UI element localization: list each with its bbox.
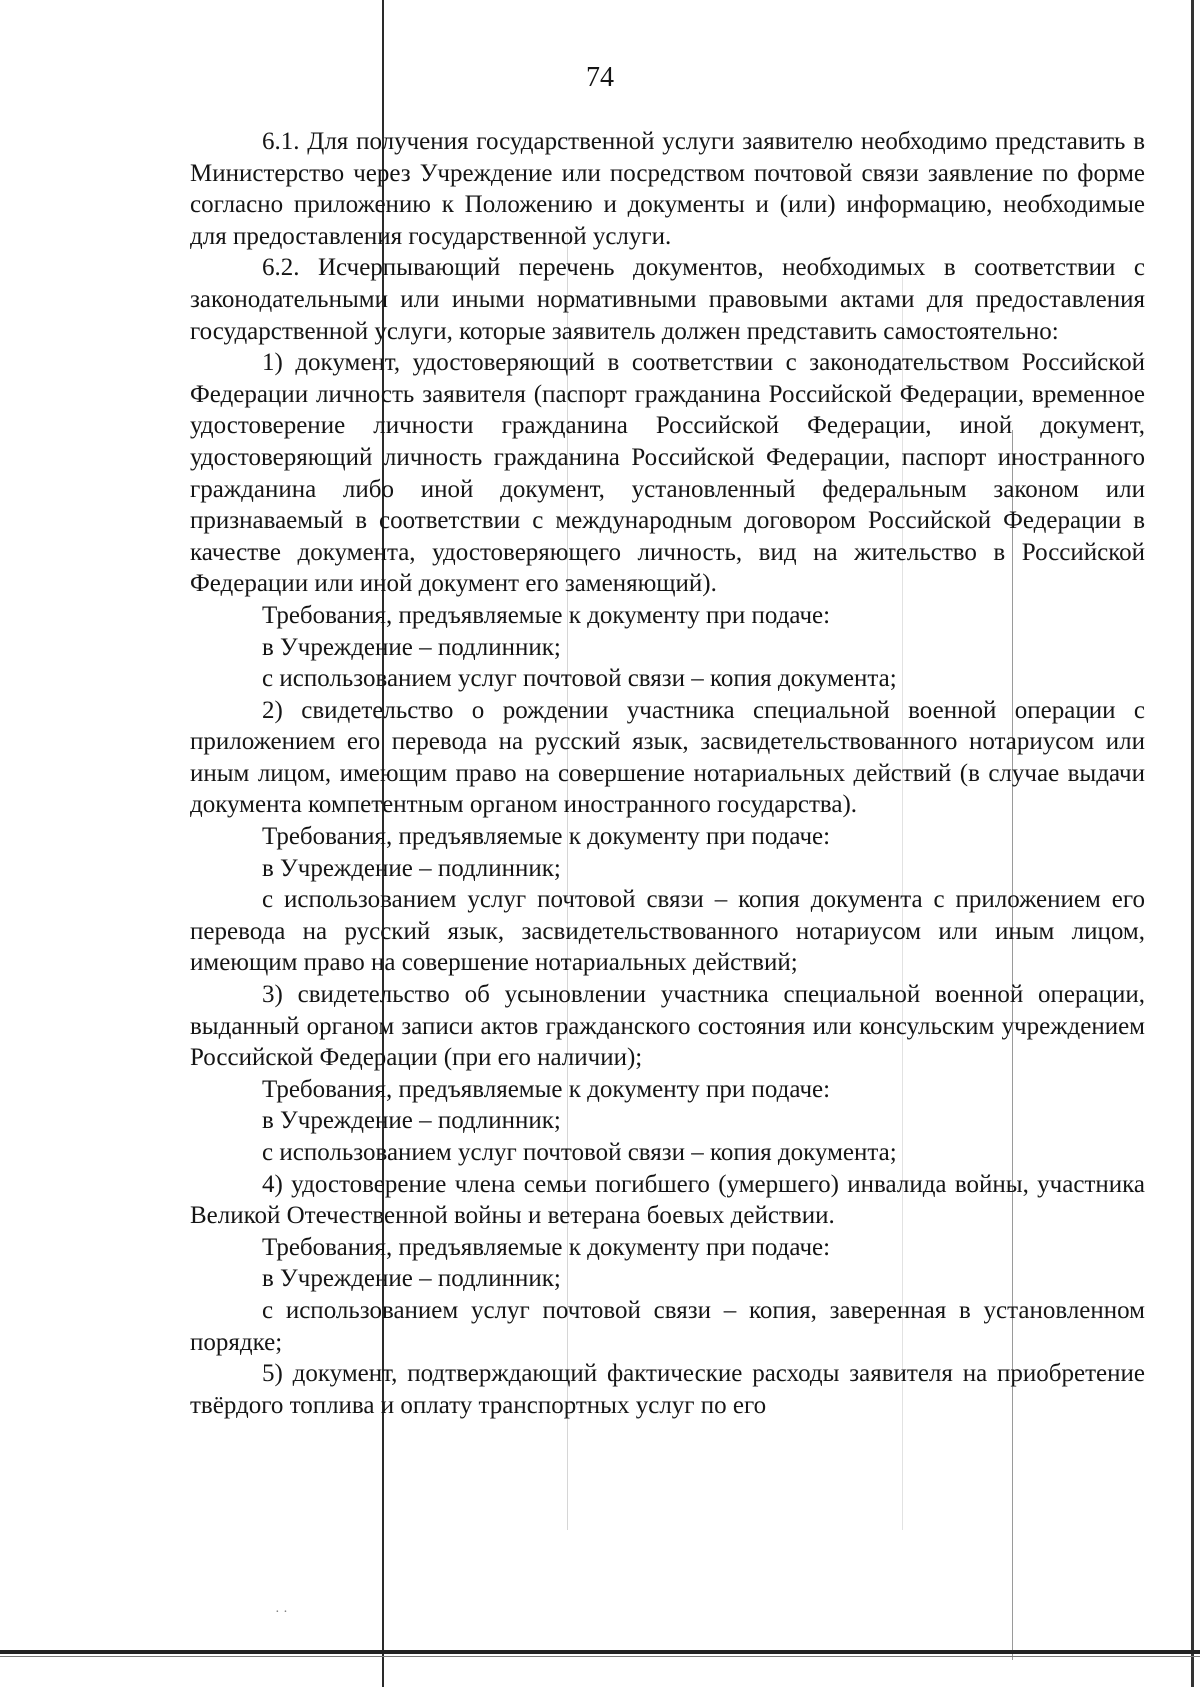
paragraph: 6.1. Для получения государственной услуги заявителю необходимо представить в Министерство через Учреждение или посредством почтовой связи заявление по форме согласно приложению к Положению и документы и (или) информацию, необходимые для предоставления государственной услуги. [190,128,1145,250]
document-body [190,126,1145,1421]
paragraph: Требования, предъявляемые к документу при подаче: [262,823,831,851]
paragraph: в Учреждение – подлинник; [262,854,561,882]
paragraph: 6.2. Исчерпывающий перечень документов, необходимых в соответствии с законодательными или иными нормативными правовыми актами для предоставления государственной услуги, которые заявитель должен представить самостоятельно: [190,254,1145,345]
paragraph: Требования, предъявляемые к документу при подаче: [262,601,831,629]
paragraph: в Учреждение – подлинник; [262,1265,561,1293]
paragraph: в Учреждение – подлинник; [262,1107,561,1135]
paragraph: 5) документ, подтверждающий фактические расходы заявителя на приобретение твёрдого топлива и оплату транспортных услуг по его [190,1360,1145,1419]
paragraph: в Учреждение – подлинник; [262,633,561,661]
paragraph: 1) документ, удостоверяющий в соответствии с законодательством Российской Федерации личность заявителя (паспорт гражданина Российской Федерации, временное удостоверение личности гражданина Российской Федерации, иной документ, удостоверяющий личность гражданина Российской Федерации, паспорт иностранного гражданина либо иной документ, установленный федеральным законом или признаваемый в соответствии с международным договором Российской Федерации в качестве документа, удостоверяющего личность, вид на жительство в Российской Федерации или иной документ его заменяющий). [190,349,1145,598]
paragraph: 3) свидетельство об усыновлении участника специальной военной операции, выданный органом записи актов гражданского состояния или консульским учреждением Российской Федерации (при его наличии); [190,981,1145,1072]
scan-artifact: · · [275,1605,288,1620]
page-bottom-edge [0,1656,1200,1657]
paragraph: с использованием услуг почтовой связи – копия документа; [262,665,897,693]
paragraph: Требования, предъявляемые к документу при подаче: [262,1075,831,1103]
page-bottom-edge [0,1650,1200,1654]
paragraph: Требования, предъявляемые к документу при подаче: [262,1233,831,1261]
paragraph: с использованием услуг почтовой связи – копия, заверенная в установленном порядке; [190,1296,1145,1356]
paragraph: с использованием услуг почтовой связи – копия документа; [262,1139,897,1166]
page-number: 74 [586,62,614,93]
paragraph: 4) удостоверение члена семьи погибшего (умершего) инвалида войны, участника Великой Отечественной войны и ветерана боевых действии. [190,1170,1145,1230]
page-edge [1191,0,1194,1687]
paragraph: 2) свидетельство о рождении участника специальной военной операции с приложением его перевода на русский язык, засвидетельствованного нотариусом или иным лицом, имеющим право на совершение нотариальных действий (в случае выдачи документа компетентным органом иностранного государства). [190,696,1145,819]
paragraph: с использованием услуг почтовой связи – копия документа с приложением его перевода на русский язык, засвидетельствованного нотариусом или иным лицом, имеющим право на совершение нотариальных действий; [190,886,1145,977]
